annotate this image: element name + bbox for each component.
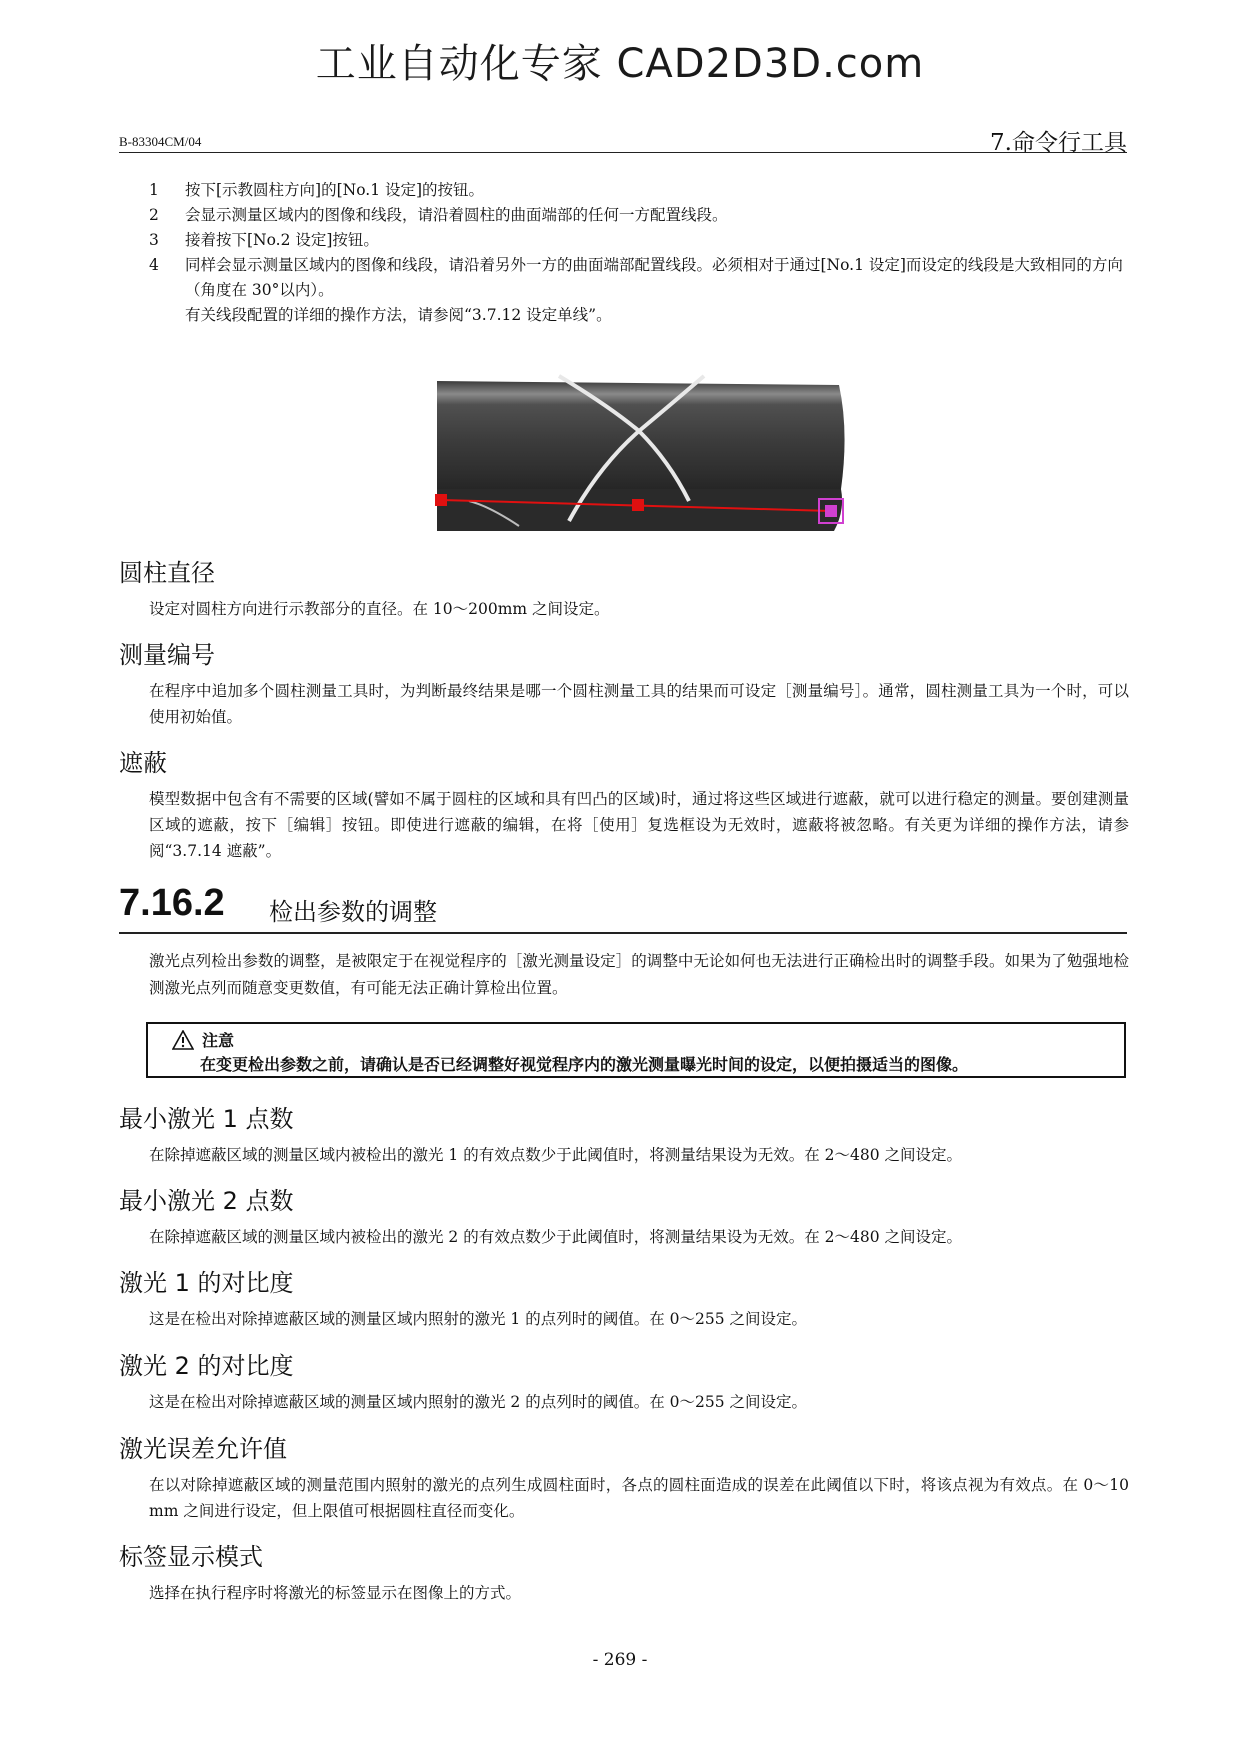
section-body: 在程序中追加多个圆柱测量工具时，为判断最终结果是哪一个圆柱测量工具的结果而可设定［测量编号］。通常，圆柱测量工具为一个时，可以使用初始值。 [149,682,1129,726]
section-heading: 最小激光 2 点数 [119,1187,294,1215]
page-number: - 269 - [592,1650,648,1670]
section-laser2-contrast [119,1351,1129,1415]
step-item [149,253,1129,303]
step-number: 3 [149,231,159,249]
caution-title: 注意 [202,1031,235,1050]
section-heading: 最小激光 1 点数 [119,1105,294,1133]
section-heading: 测量编号 [119,641,215,669]
watermark-title: 工业自动化专家 CAD2D3D.com [315,41,925,87]
section-cylinder-diameter [119,558,1129,622]
section-laser-error-tolerance [119,1434,1129,1524]
section-body: 这是在检出对除掉遮蔽区域的测量区域内照射的激光 2 的点列时的阈值。在 0～255 之间设定。 [149,1393,808,1411]
step-number: 1 [149,181,159,199]
section-title: 检出参数的调整 [269,898,437,926]
section-laser1-contrast [119,1268,1129,1332]
section-measure-number [119,640,1129,730]
step-item [149,203,1129,228]
step-item [149,178,1129,203]
step-text: 接着按下[No.2 设定]按钮。 [185,231,379,249]
section-heading: 激光误差允许值 [119,1435,287,1463]
section-heading: 标签显示模式 [119,1543,263,1571]
step-text: 会显示测量区域内的图像和线段，请沿着圆柱的曲面端部的任何一方配置线段。 [185,206,728,224]
section-label-display-mode [119,1542,1129,1606]
section-body: 选择在执行程序时将激光的标签显示在图像上的方式。 [149,1584,522,1602]
warning-icon [172,1030,194,1050]
major-section-header [119,882,1127,934]
section-heading: 圆柱直径 [119,559,215,587]
section-number: 7.16.2 [119,882,225,924]
header-divider [119,152,1127,153]
section-heading: 激光 2 的对比度 [119,1352,294,1380]
section-heading: 遮蔽 [119,749,167,777]
section-body: 在以对除掉遮蔽区域的测量范围内照射的激光的点列生成圆柱面时，各点的圆柱面造成的误差在此阈值以下时，将该点视为有效点。在 0～10 mm 之间进行设定，但上限值可根据圆柱直径而变化。 [149,1476,1129,1520]
chapter-title: 7.命令行工具 [990,130,1127,156]
section-mask [119,748,1129,864]
section-body: 这是在检出对除掉遮蔽区域的测量区域内照射的激光 1 的点列时的阈值。在 0～255 之间设定。 [149,1310,808,1328]
step-number: 2 [149,206,159,224]
step-text: 同样会显示测量区域内的图像和线段，请沿着另外一方的曲面端部配置线段。必须相对于通过[No.1 设定]而设定的线段是大致相同的方向（角度在 30°以内）。 [185,256,1123,299]
section-body: 在除掉遮蔽区域的测量区域内被检出的激光 2 的有效点数少于此阈值时，将测量结果设为无效。在 2～480 之间设定。 [149,1228,963,1246]
section-body: 设定对圆柱方向进行示教部分的直径。在 10～200mm 之间设定。 [149,600,610,618]
doc-code: B-83304CM/04 [119,134,202,149]
cylinder-laser-image [429,371,859,531]
step-text: 按下[示教圆柱方向]的[No.1 设定]的按钮。 [185,181,485,199]
caution-text: 在变更检出参数之前，请确认是否已经调整好视觉程序内的激光测量曝光时间的设定，以便拍摄适当的图像。 [200,1055,969,1074]
section-min-laser2-points [119,1186,1129,1250]
step-note: 有关线段配置的详细的操作方法，请参阅“3.7.12 设定单线”。 [185,306,612,324]
step-list [149,178,1129,328]
section-body: 在除掉遮蔽区域的测量区域内被检出的激光 1 的有效点数少于此阈值时，将测量结果设为无效。在 2～480 之间设定。 [149,1146,963,1164]
intro-paragraph: 激光点列检出参数的调整，是被限定于在视觉程序的［激光测量设定］的调整中无论如何也无法进行正确检出时的调整手段。如果为了勉强地检测激光点列而随意变更数值，有可能无法正确计算检出位置。 [149,952,1129,997]
section-min-laser1-points [119,1104,1129,1168]
section-heading: 激光 1 的对比度 [119,1269,294,1297]
section-body: 模型数据中包含有不需要的区域(譬如不属于圆柱的区域和具有凹凸的区域)时，通过将这些区域进行遮蔽，就可以进行稳定的测量。要创建测量区域的遮蔽，按下［编辑］按钮。即使进行遮蔽的编辑，在将［使用］复选框设为无效时，遮蔽将被忽略。有关更为详细的操作方法，请参阅“3.7.14 遮蔽”。 [149,790,1129,860]
caution-box [146,1022,1126,1078]
step-number: 4 [149,256,159,274]
step-item [149,228,1129,253]
